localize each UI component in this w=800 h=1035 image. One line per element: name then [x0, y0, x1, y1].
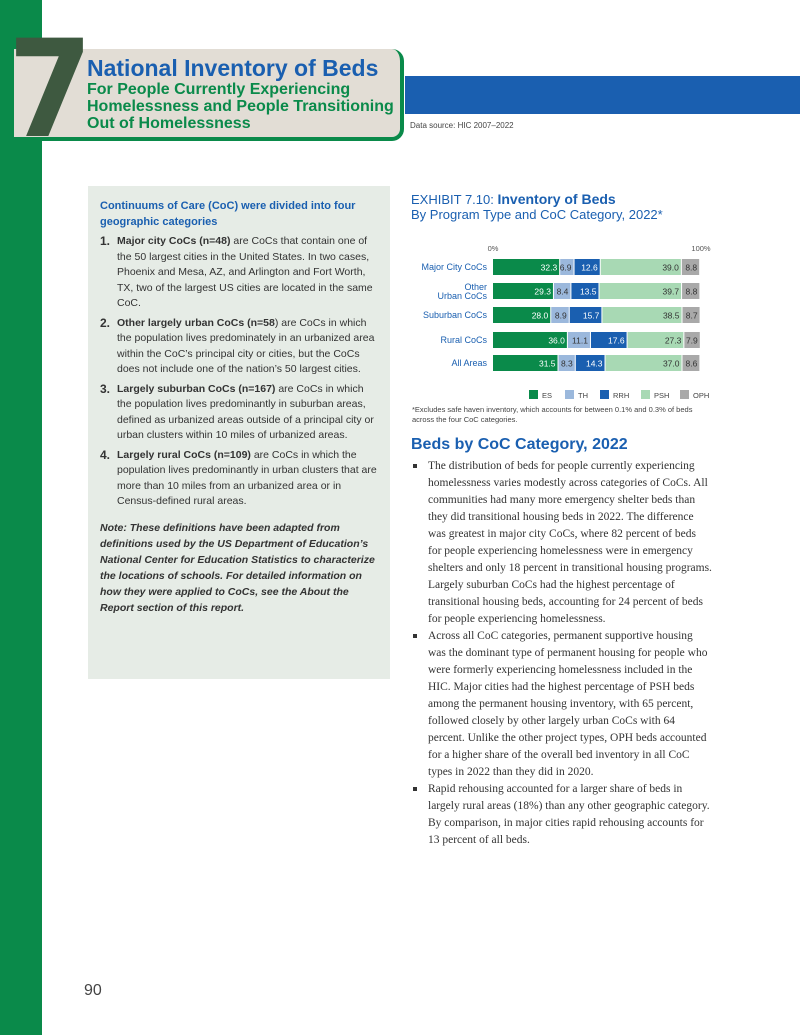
sidebar-list [100, 234, 378, 510]
page-number: 90 [84, 982, 102, 999]
sidebar-item [100, 382, 378, 444]
legend-swatch-es [529, 390, 538, 399]
header-blue-band [405, 76, 800, 114]
bullet-item: Across all CoC categories, permanent supportive housing was the dominant type of permanent housing for people who were formerly experiencing homelessness included in the HIC. Major cities had the highest percentage of PSH beds among the permanent housing inventory, with 65 percent, followed closely by other largely urban CoCs with 64 percent. Unlike the other project types, OPH beds accounted for a higher share of the overall bed inventory in all CoC types in 2022 than they did in 2020. [412, 628, 712, 781]
data-label: 17.6 [608, 335, 625, 346]
data-label: 38.5 [662, 310, 680, 321]
sidebar-item-text: ) are CoCs in which the population lives predominately in an urbanized area within the CoC’s principal city or cities, but the CoCs does not include one of the nation’s 50 largest cities. [117, 316, 375, 375]
data-label: 8.6 [685, 358, 698, 369]
category-label: Suburban CoCs [422, 310, 487, 320]
data-label: 8.7 [685, 310, 698, 321]
sidebar-item-term: Largely suburban CoCs (n=167) [117, 382, 276, 395]
sidebar-item-term: Other largely urban CoCs (n=58 [117, 316, 275, 329]
sidebar-item-term: Largely rural CoCs (n=109) [117, 448, 251, 461]
category-label: All Areas [451, 358, 487, 368]
data-label: 39.7 [662, 286, 680, 297]
data-label: 29.3 [534, 286, 551, 297]
sidebar-item-number: 1. [100, 234, 111, 248]
data-label: 14.3 [585, 358, 603, 369]
legend-label: TH [578, 391, 588, 400]
data-label: 39.0 [662, 262, 679, 273]
data-label: 8.8 [685, 262, 698, 273]
data-label: 15.7 [582, 310, 600, 321]
data-label: 8.8 [685, 286, 698, 297]
data-label: 13.5 [579, 286, 597, 297]
data-label: 6.9 [559, 262, 572, 273]
legend-swatch-rrh [600, 390, 609, 399]
category-label: Other [464, 282, 487, 292]
data-label: 36.0 [548, 335, 565, 346]
chapter-number: 7 [8, 11, 93, 168]
category-label: Urban CoCs [437, 291, 487, 301]
data-label: 8.9 [554, 310, 567, 321]
legend-label: ES [542, 391, 553, 400]
sidebar-item [100, 234, 378, 312]
sidebar-note: Note: These definitions have been adapted from definitions used by the US Department of Education’s National Center for Education Statistics to characterize the locations of schools. For detailed information on how they were applied to CoCs, see the About the Report section of this report. [100, 521, 375, 614]
coc-categories-sidebar [88, 186, 390, 679]
sidebar-item [100, 316, 378, 378]
legend-swatch-oph [680, 390, 689, 399]
exhibit-subtitle: By Program Type and CoC Category, 2022* [411, 207, 663, 222]
data-label: 8.4 [556, 286, 569, 297]
legend-swatch-th [565, 390, 574, 399]
sidebar-item-text: are CoCs in which the population lives predominantly in suburban areas, defined as urbanized areas outside of a principal city or urban clusters within 10 miles of urbanized areas. [117, 382, 374, 441]
sidebar-title: Continuums of Care (CoC) were divided into four geographic categories [100, 200, 356, 228]
chart-footnote: *Excludes safe haven inventory, which accounts for between 0.1% and 0.3% of beds across the four CoC categories. [412, 405, 693, 424]
category-label: Rural CoCs [440, 335, 487, 345]
bullet-item: Rapid rehousing accounted for a larger share of beds in largely rural areas (18%) than any other geographic category. By comparison, in major cities rapid rehousing accounts for 13 percent of all beds. [412, 781, 712, 849]
data-label: 37.0 [662, 358, 680, 369]
sidebar-item-text: are CoCs in which the population lives predominantly in urban clusters that are more than 10 miles from an urbanized area or in Census-defined rural areas. [117, 448, 377, 507]
data-label: 8.3 [560, 358, 573, 369]
sidebar-item-text: are CoCs that contain one of the 50 largest cities in the United States. In two cases, Phoenix and Mesa, AZ, and Arlington and Fort Worth, TX, two of the largest US cities are located in the same CoC. [117, 235, 373, 309]
bullet-list [412, 458, 712, 849]
category-label: Major City CoCs [421, 262, 487, 272]
stacked-bar-chart [405, 238, 725, 404]
axis-label-0pct: 0% [487, 244, 499, 253]
section-heading: Beds by CoC Category, 2022 [411, 436, 628, 453]
chapter-subtitle: For People Currently Experiencing Homelessness and People Transitioning Out of Homelessness [87, 81, 394, 132]
data-label: 32.3 [540, 262, 558, 273]
legend-label: OPH [693, 391, 710, 400]
sidebar-item-number: 3. [100, 381, 111, 396]
legend-swatch-psh [641, 390, 650, 399]
data-label: 31.5 [538, 358, 556, 369]
sidebar-item-number: 4. [100, 447, 111, 462]
data-label: 12.6 [581, 262, 598, 273]
axis-label-100pct: 100% [691, 244, 711, 253]
sidebar-item-term: Major city CoCs (n=48) [117, 235, 231, 247]
legend-label: RRH [613, 391, 630, 400]
exhibit-name: Inventory of Beds [497, 191, 616, 207]
data-label: 27.3 [664, 335, 682, 346]
legend-label: PSH [654, 391, 670, 400]
data-source: Data source: HIC 2007–2022 [410, 121, 514, 130]
chapter-title: National Inventory of Beds [87, 55, 379, 81]
exhibit-label: EXHIBIT 7.10: [411, 192, 498, 207]
sidebar-item-number: 2. [100, 315, 111, 330]
sidebar-item [100, 448, 378, 510]
data-label: 7.9 [685, 335, 698, 346]
bullet-item: The distribution of beds for people currently experiencing homelessness varies modestly across categories of CoCs. All communities had many more emergency shelter beds than they did transitional housing beds in 2022. The difference was greatest in major city CoCs, where 82 percent of beds for people experiencing homelessness were in emergency shelters and only 18 percent in transitional housing programs. Largely suburban CoCs had the highest percentage of transitional housing beds, accounting for 24 percent of beds for people experiencing homelessness. [412, 458, 712, 628]
data-label: 11.1 [572, 335, 588, 346]
data-label: 28.0 [531, 310, 549, 321]
